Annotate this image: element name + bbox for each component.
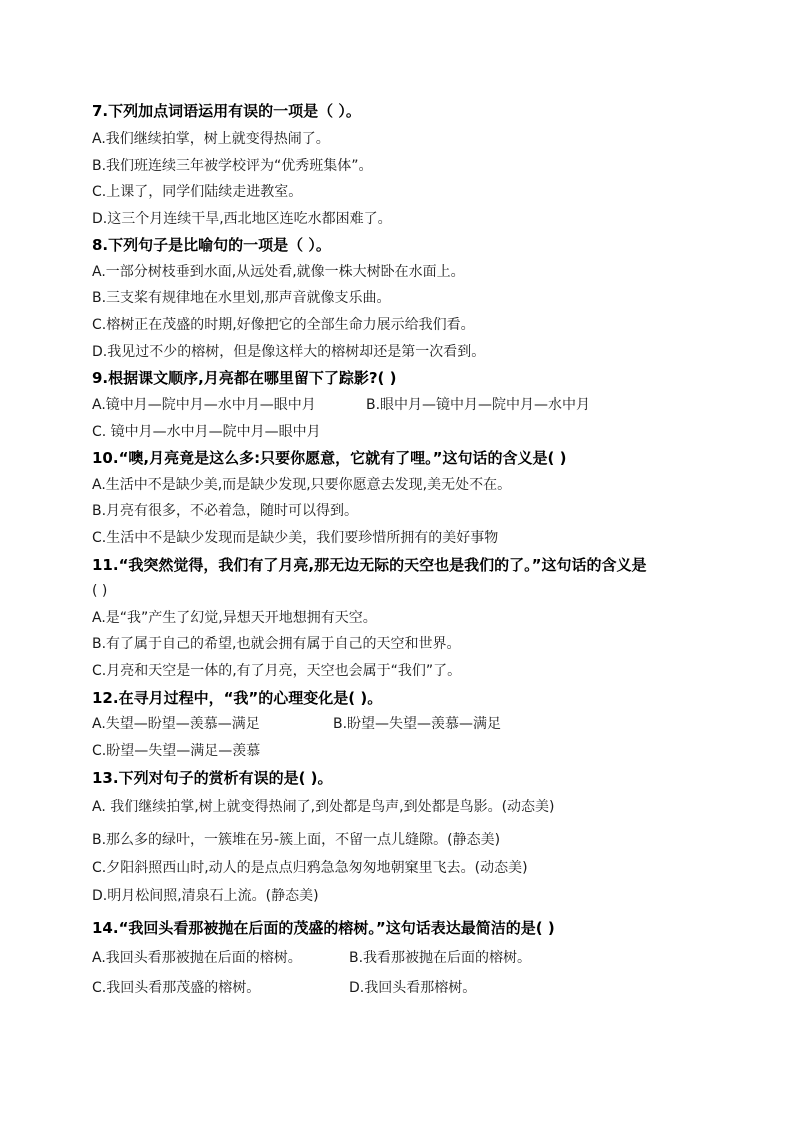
question-10-stem: 10.“噢,月亮竟是这么多:只要你愿意，它就有了哩。”这句话的含义是( ) [92, 449, 567, 467]
question-9-stem: 9.根据课文顺序,月亮都在哪里留下了踪影?( ) [92, 369, 397, 387]
question-11-option-a: A.是“我”产生了幻觉,异想天开地想拥有天空。 [92, 610, 377, 626]
question-8-option-a: A.一部分树枝垂到水面,从远处看,就像一株大树卧在水面上。 [92, 264, 465, 280]
question-13-option-a: A. 我们继续拍掌,树上就变得热闹了,到处都是鸟声,到处都是鸟影。(动态美) [92, 799, 555, 815]
question-13-stem: 13.下列对句子的赏析有误的是( )。 [92, 769, 333, 787]
question-10-option-c: C.生活中不是缺少发现而是缺少美，我们要珍惜所拥有的美好事物 [92, 530, 499, 546]
question-9-option-b: B.眼中月—镜中月—院中月—水中月 [366, 397, 591, 413]
question-7-option-b: B.我们班连续三年被学校评为“优秀班集体”。 [92, 158, 373, 174]
question-7-option-a: A.我们继续拍掌，树上就变得热闹了。 [92, 131, 330, 147]
question-13-option-b: B.那么多的绿叶，一簇堆在另-簇上面，不留一点儿缝隙。(静态美) [92, 832, 501, 848]
question-14-option-b: B.我看那被抛在后面的榕树。 [349, 950, 532, 966]
question-12-option-b: B.盼望—失望—羡慕—满足 [333, 716, 502, 732]
question-11-option-b: B.有了属于自己的希望,也就会拥有属于自己的天空和世界。 [92, 636, 461, 652]
question-11-stem-continuation: ( ) [92, 583, 108, 599]
question-13-option-d: D.明月松间照,清泉石上流。(静态美) [92, 888, 319, 904]
question-9-option-c: C. 镜中月—水中月—院中月—眼中月 [92, 424, 321, 440]
question-14-option-d: D.我回头看那榕树。 [349, 980, 477, 996]
question-13-option-c: C.夕阳斜照西山时,动人的是点点归鸦急急匆匆地朝窠里飞去。(动态美) [92, 860, 528, 876]
question-7-stem: 7.下列加点词语运用有误的一项是（ ）。 [92, 102, 361, 120]
question-8-option-d: D.我见过不少的榕树，但是像这样大的榕树却还是第一次看到。 [92, 344, 486, 360]
question-12-option-a: A.失望—盼望—羡慕—满足 [92, 716, 260, 732]
question-14-option-c: C.我回头看那茂盛的榕树。 [92, 980, 261, 996]
question-12-stem: 12.在寻月过程中，“我”的心理变化是( )。 [92, 689, 383, 707]
question-8-option-c: C.榕树正在茂盛的时期,好像把它的全部生命力展示给我们看。 [92, 317, 475, 333]
question-9-option-a: A.镜中月—院中月—水中月—眼中月 [92, 397, 316, 413]
question-8-stem: 8.下列句子是比喻句的一项是（ ）。 [92, 236, 331, 254]
question-10-option-b: B.月亮有很多，不必着急，随时可以得到。 [92, 503, 359, 519]
question-11-stem: 11.“我突然觉得，我们有了月亮,那无边无际的天空也是我们的了。”这句话的含义是 [92, 556, 647, 574]
question-8-option-b: B.三支桨有规律地在水里划,那声音就像支乐曲。 [92, 290, 391, 306]
question-14-stem: 14.“我回头看那被抛在后面的茂盛的榕树。”这句话表达最简洁的是( ) [92, 919, 555, 937]
question-7-option-d: D.这三个月连续干旱,西北地区连吃水都困难了。 [92, 211, 392, 227]
question-7-option-c: C.上课了，同学们陆续走进教室。 [92, 184, 303, 200]
question-12-option-c: C.盼望—失望—满足—羡慕 [92, 743, 261, 759]
question-14-option-a: A.我回头看那被抛在后面的榕树。 [92, 950, 302, 966]
question-11-option-c: C.月亮和天空是一体的,有了月亮，天空也会属于“我们”了。 [92, 663, 462, 679]
question-10-option-a: A.生活中不是缺少美,而是缺少发现,只要你愿意去发现,美无处不在。 [92, 477, 512, 493]
